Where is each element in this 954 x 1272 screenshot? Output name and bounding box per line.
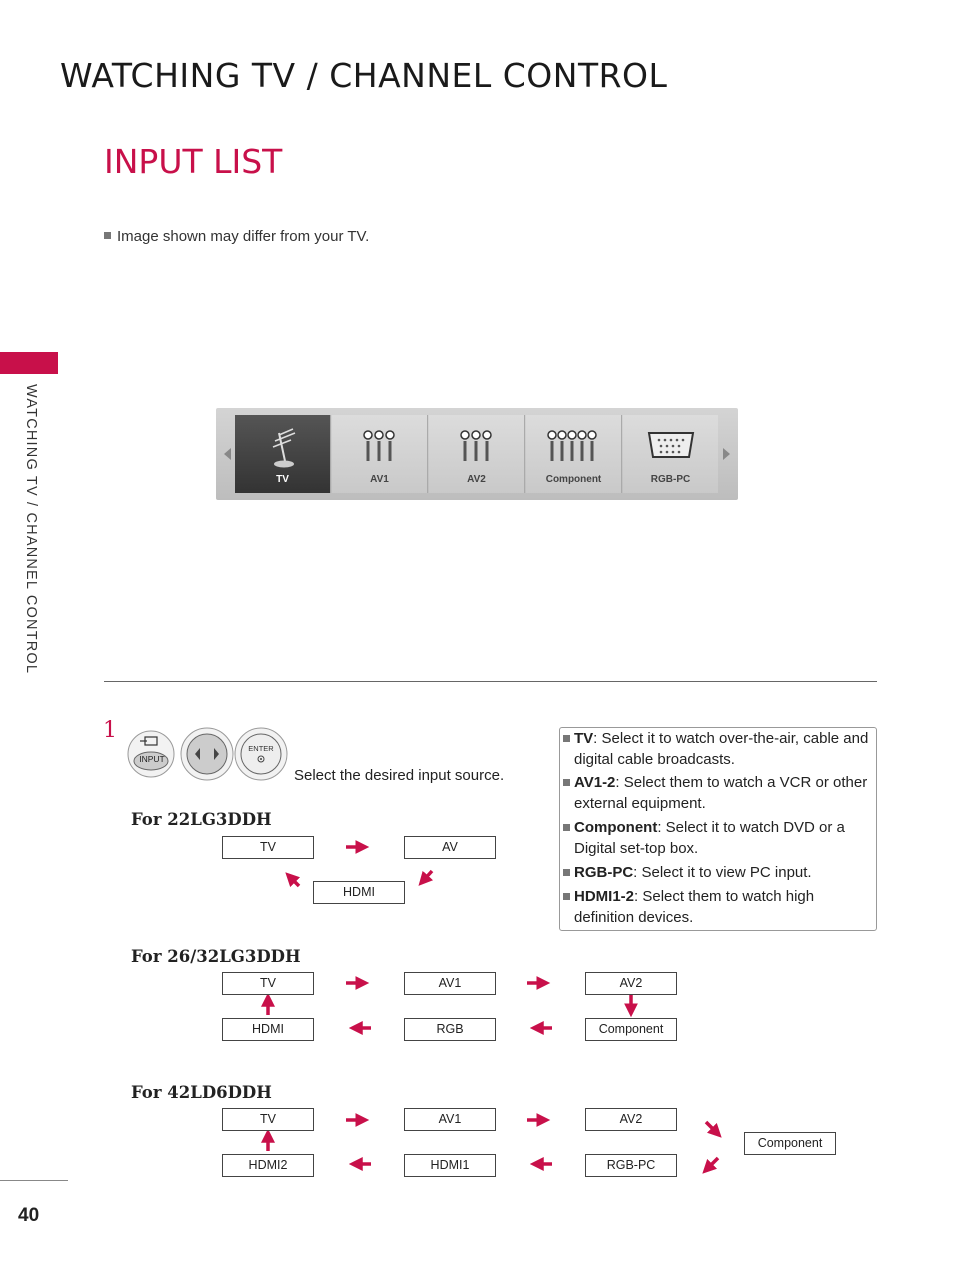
input-box-rgb: RGB xyxy=(404,1018,496,1041)
input-box-av2: AV2 xyxy=(585,972,677,995)
input-box-av1: AV1 xyxy=(404,1108,496,1131)
input-label: Component xyxy=(545,474,602,485)
input-box-component: Component xyxy=(585,1018,677,1041)
info-desc: : Select it to watch over-the-air, cable and digital cable broadcasts. xyxy=(574,730,869,768)
arrow-down-left-icon xyxy=(422,871,432,882)
input-box-rgb-pc: RGB-PC xyxy=(585,1154,677,1177)
input-box-hdmi2: HDMI2 xyxy=(222,1154,314,1177)
info-desc: : Select it to view PC input. xyxy=(633,864,812,881)
input-box-tv: TV xyxy=(222,836,314,859)
input-label: AV1 xyxy=(370,474,389,485)
arrow-down-right-icon xyxy=(706,1122,718,1134)
step-instruction: Select the desired input source. xyxy=(294,767,505,784)
input-box-av1: AV1 xyxy=(404,972,496,995)
info-desc: : Select it to watch DVD or a Digital set-top box. xyxy=(574,819,845,857)
chapter-side-label: WATCHING TV / CHANNEL CONTROL xyxy=(23,384,39,675)
info-desc: : Select them to watch a VCR or other external equipment. xyxy=(574,774,868,812)
input-label: TV xyxy=(276,474,289,485)
enter-button[interactable]: ENTER xyxy=(248,744,274,753)
input-box-hdmi: HDMI xyxy=(222,1018,314,1041)
diagram-title: For 26/32LG3DDH xyxy=(131,947,301,966)
input-box-hdmi1: HDMI1 xyxy=(404,1154,496,1177)
input-box-tv: TV xyxy=(222,972,314,995)
diagram-title: For 42LD6DDH xyxy=(131,1083,272,1102)
input-box-tv: TV xyxy=(222,1108,314,1131)
input-box-hdmi: HDMI xyxy=(313,881,405,904)
image-note-text: Image shown may differ from your TV. xyxy=(117,228,370,245)
info-term: RGB-PC xyxy=(574,864,634,881)
info-term: TV xyxy=(574,730,594,747)
info-term: AV1-2 xyxy=(574,774,616,791)
page-number: 40 xyxy=(18,1205,40,1226)
input-button[interactable]: INPUT xyxy=(139,754,165,764)
info-term: Component xyxy=(574,819,658,836)
input-label: AV2 xyxy=(467,474,486,485)
arrow-up-left-icon xyxy=(289,876,299,886)
input-box-av2: AV2 xyxy=(585,1108,677,1131)
page-title: WATCHING TV / CHANNEL CONTROL xyxy=(60,56,668,95)
diagram-title: For 22LG3DDH xyxy=(131,810,272,829)
info-desc: : Select them to watch high definition devices. xyxy=(574,888,815,926)
input-label: RGB-PC xyxy=(650,474,691,485)
step-number: 1 xyxy=(103,718,117,743)
input-box-av: AV xyxy=(404,836,496,859)
input-box-component: Component xyxy=(744,1132,836,1155)
section-title: INPUT LIST xyxy=(104,142,283,181)
info-term: HDMI1-2 xyxy=(574,888,635,905)
arrow-down-left-icon xyxy=(706,1158,718,1170)
